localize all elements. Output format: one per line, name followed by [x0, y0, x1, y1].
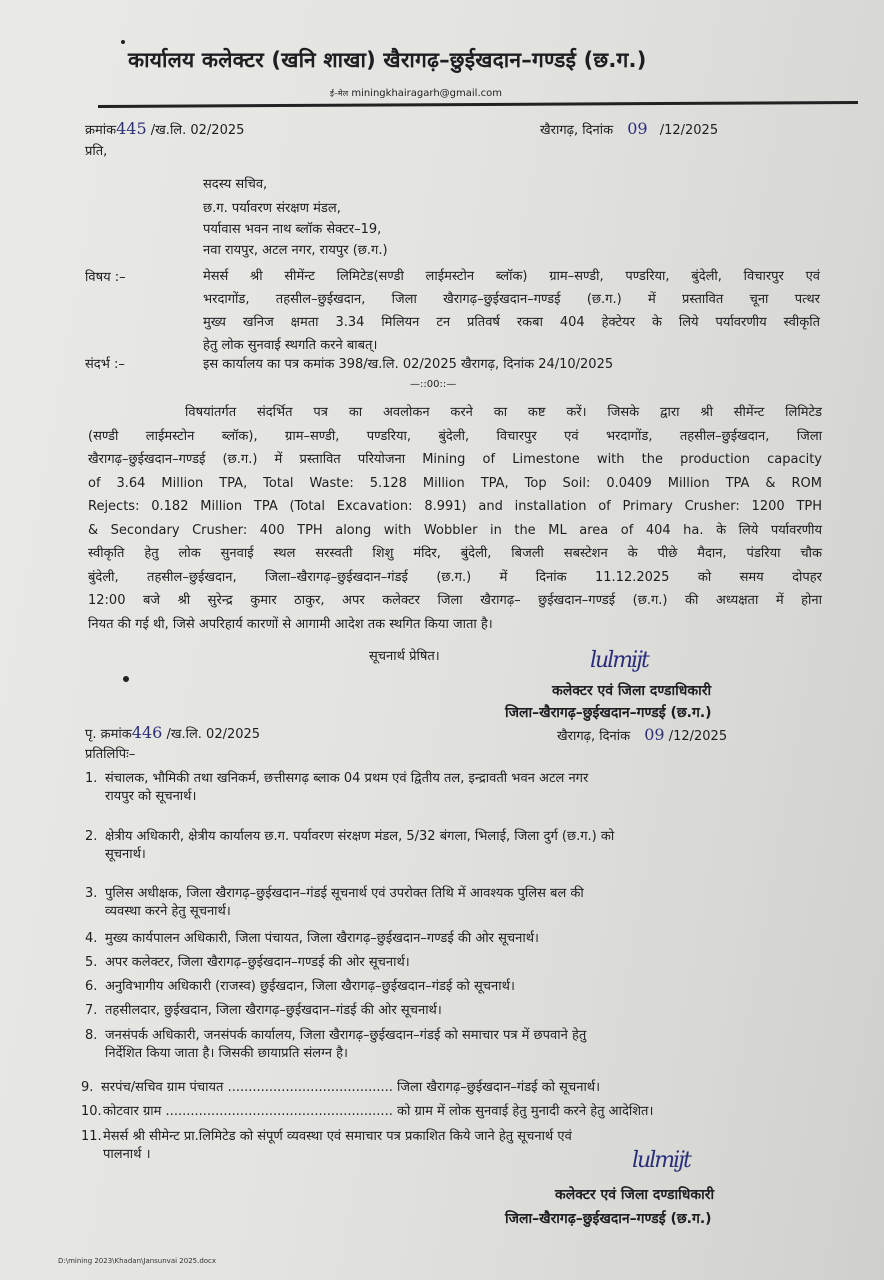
copy-item: 5. अपर कलेक्टर, जिला खैरागढ़–छुईखदान–गण्डई की ओर सूचनार्थ।: [85, 955, 410, 970]
letterhead-email-line: [330, 88, 502, 99]
signatory-designation: कलेक्टर एवं जिला दण्डाधिकारी: [555, 1187, 715, 1203]
letterhead-title: कार्यालय कलेक्टर (खनि शाखा) खैरागढ़–छुईखदान–गण्डई (छ.ग.): [128, 48, 647, 72]
punch-mark: [123, 676, 129, 682]
reference-date: खैरागढ़, दिनांक 09 /12/2025: [540, 119, 719, 138]
addressee-line: नवा रायपुर, अटल नगर, रायपुर (छ.ग.): [203, 243, 388, 258]
signatory-district: जिला–खैरागढ़–छुईखदान–गण्डई (छ.ग.): [505, 705, 712, 721]
reference-letter-text: इस कार्यालय का पत्र कमांक 398/ख.लि. 02/2025 खैरागढ़, दिनांक 24/10/2025: [203, 357, 614, 372]
copy-reference-number: पृ. क्रमांक446 /ख.लि. 02/2025: [85, 723, 261, 742]
copy-item: 6. अनुविभागीय अधिकारी (राजस्व) छुईखदान, जिला खैरागढ़–छुईखदान–गंडई को सूचनार्थ।: [85, 979, 515, 994]
body-paragraph: विषयांतर्गत संदर्भित पत्र का अवलोकन करने का कष्ट करें। जिसके द्वारा श्री सीमेंन्ट लिमिटेड (सण्डी लाईमस्टोन ब्लॉक), ग्राम–सण्डी, पण्डरिया, बुंदेली, विचारपुर एवं भरदागोंड, तहसील–छुईखदान, जिला खैरागढ़–छुईखदान–गण्डई (छ.ग.) में प्रस्तावित परियोजना Mining of Limestone with the production capacity of 3.64 Million TPA, Total Waste: 5.128 Million TPA, Top Soil: 0.0409 Million TPA & ROM Rejects: 0.182 Million TPA (Total Excavation: 8.991) and installation of Primary Crusher: 1200 TPH & Secondary Crusher: 400 TPH along with Wobbler in the ML area of 404 ha. के लिये पर्यावरणीय स्वीकृति हेतु लोक सुनवाई स्थल सरस्वती शिशु मंदिर, बुंदेली, बिजली सबस्टेशन के पीछे मैदान, पंडरिया चौक बुंदेली, तहसील–छुईखदान, जिला–खैरागढ़–छुईखदान–गंडई (छ.ग.) में दिनांक 11.12.2025 को समय दोपहर 12:00 बजे श्री सुरेन्द्र कुमार ठाकुर, अपर कलेक्टर जिला खैरागढ़– छुईखदान–गण्डई (छ.ग.) की अध्यक्षता में होना नियत की गई थी, जिसे अपरिहार्य कारणों से आगामी आदेश तक स्थगित किया जाता है।: [88, 405, 822, 632]
letterhead-divider: [98, 101, 858, 108]
to-label: प्रति,: [85, 144, 108, 159]
email-label: ई–मेल: [330, 89, 349, 98]
punch-mark: [121, 40, 125, 44]
reference-label: संदर्भ :–: [85, 357, 125, 372]
signatory-designation: कलेक्टर एवं जिला दण्डाधिकारी: [552, 683, 712, 699]
copy-item: 1. संचालक, भौमिकी तथा खनिकर्म, छत्तीसगढ़ ब्लाक 04 प्रथम एवं द्वितीय तल, इन्द्रावती भवन अटल नगर रायपुर को सूचनार्थ।: [85, 771, 589, 804]
handwritten-day: 09: [644, 725, 665, 744]
copy-item: 11.मेसर्स श्री सीमेन्ट प्रा.लिमिटेड को संपूर्ण व्यवस्था एवं समाचार पत्र प्रकाशित किये जाने हेतु सूचनार्थ एवं पालनार्थ ।: [81, 1129, 572, 1162]
addressee-line: छ.ग. पर्यावरण संरक्षण मंडल,: [203, 201, 341, 216]
closing-line: सूचनार्थ प्रेषित।: [369, 649, 440, 664]
subject-text: मेसर्स श्री सीमेंन्ट लिमिटेड(सण्डी लाईमस्टोन ब्लॉक) ग्राम–सण्डी, पण्डरिया, बुंदेली, विचारपुर एवं भरदागोंड, तहसील–छुईखदान, जिला खैरागढ़–छुईखदान–गण्डई (छ.ग.) में प्रस्तावित चूना पत्थर मुख्य खनिज क्षमता 3.34 मिलियन टन प्रतिवर्ष रकबा 404 हेक्टेयर के लिये पर्यावरणीय स्वीकृति हेतु लोक सुनवाई स्थगति करने बाबत्।: [203, 269, 820, 353]
file-path: D:\mining 2023\Khadan\Jansunvai 2025.docx: [58, 1257, 217, 1265]
copy-item: 8. जनसंपर्क अधिकारी, जनसंपर्क कार्यालय, जिला खैरागढ़–छुईखदान–गंडई को समाचार पत्र में छपवाने हेतु निर्देशित किया जाता है। जिसकी छायाप्रति संलग्न है।: [85, 1028, 587, 1061]
copy-item: 3. पुलिस अधीक्षक, जिला खैरागढ़–छुईखदान–गंडई सूचनार्थ एवं उपरोक्त तिथि में आवश्यक पुलिस बल की व्यवस्था करने हेतु सूचनार्थ।: [85, 886, 584, 919]
handwritten-number: 446: [131, 723, 163, 742]
signature: lulmijt: [590, 648, 648, 673]
handwritten-number: 445: [116, 119, 147, 138]
handwritten-day: 09: [627, 119, 648, 138]
reference-number: क्रमांक445 /ख.लि. 02/2025: [85, 119, 245, 138]
copy-item: 10.कोटवार ग्राम ....................................................... को ग्राम में लोक सुनवाई हेतु मुनादी करने हेतु आदेशित।: [81, 1104, 654, 1119]
email-address: miningkhairagarh@gmail.com: [351, 88, 502, 99]
copy-to-label: प्रतिलिपिः–: [85, 747, 136, 762]
copy-item: 2. क्षेत्रीय अधिकारी, क्षेत्रीय कार्यालय छ.ग. पर्यावरण संरक्षण मंडल, 5/32 बंगला, भिलाई, जिला दुर्ग (छ.ग.) को सूचनार्थ।: [85, 829, 615, 862]
subject-label: विषय :–: [85, 270, 126, 285]
copy-item: 7. तहसीलदार, छुईखदान, जिला खैरागढ़–छुईखदान–गंडई की ओर सूचनार्थ।: [85, 1003, 442, 1018]
signatory-district: जिला–खैरागढ़–छुईखदान–गण्डई (छ.ग.): [505, 1211, 712, 1227]
copy-reference-date: खैरागढ़, दिनांक 09 /12/2025: [557, 725, 728, 744]
addressee-line: सदस्य सचिव,: [203, 177, 268, 192]
addressee-line: पर्यावास भवन नाथ ब्लॉक सेक्टर–19,: [203, 222, 382, 237]
separator: —::00::—: [410, 379, 457, 390]
copy-item: 9. सरपंच/सचिव ग्राम पंचायत ........................................ जिला खैरागढ़–छुईखदान–गंडई को सूचनार्थ।: [81, 1080, 601, 1095]
copy-item: 4. मुख्य कार्यपालन अधिकारी, जिला पंचायत, जिला खैरागढ़–छुईखदान–गण्डई की ओर सूचनार्थ।: [85, 931, 539, 946]
signature: lulmijt: [632, 1148, 690, 1173]
